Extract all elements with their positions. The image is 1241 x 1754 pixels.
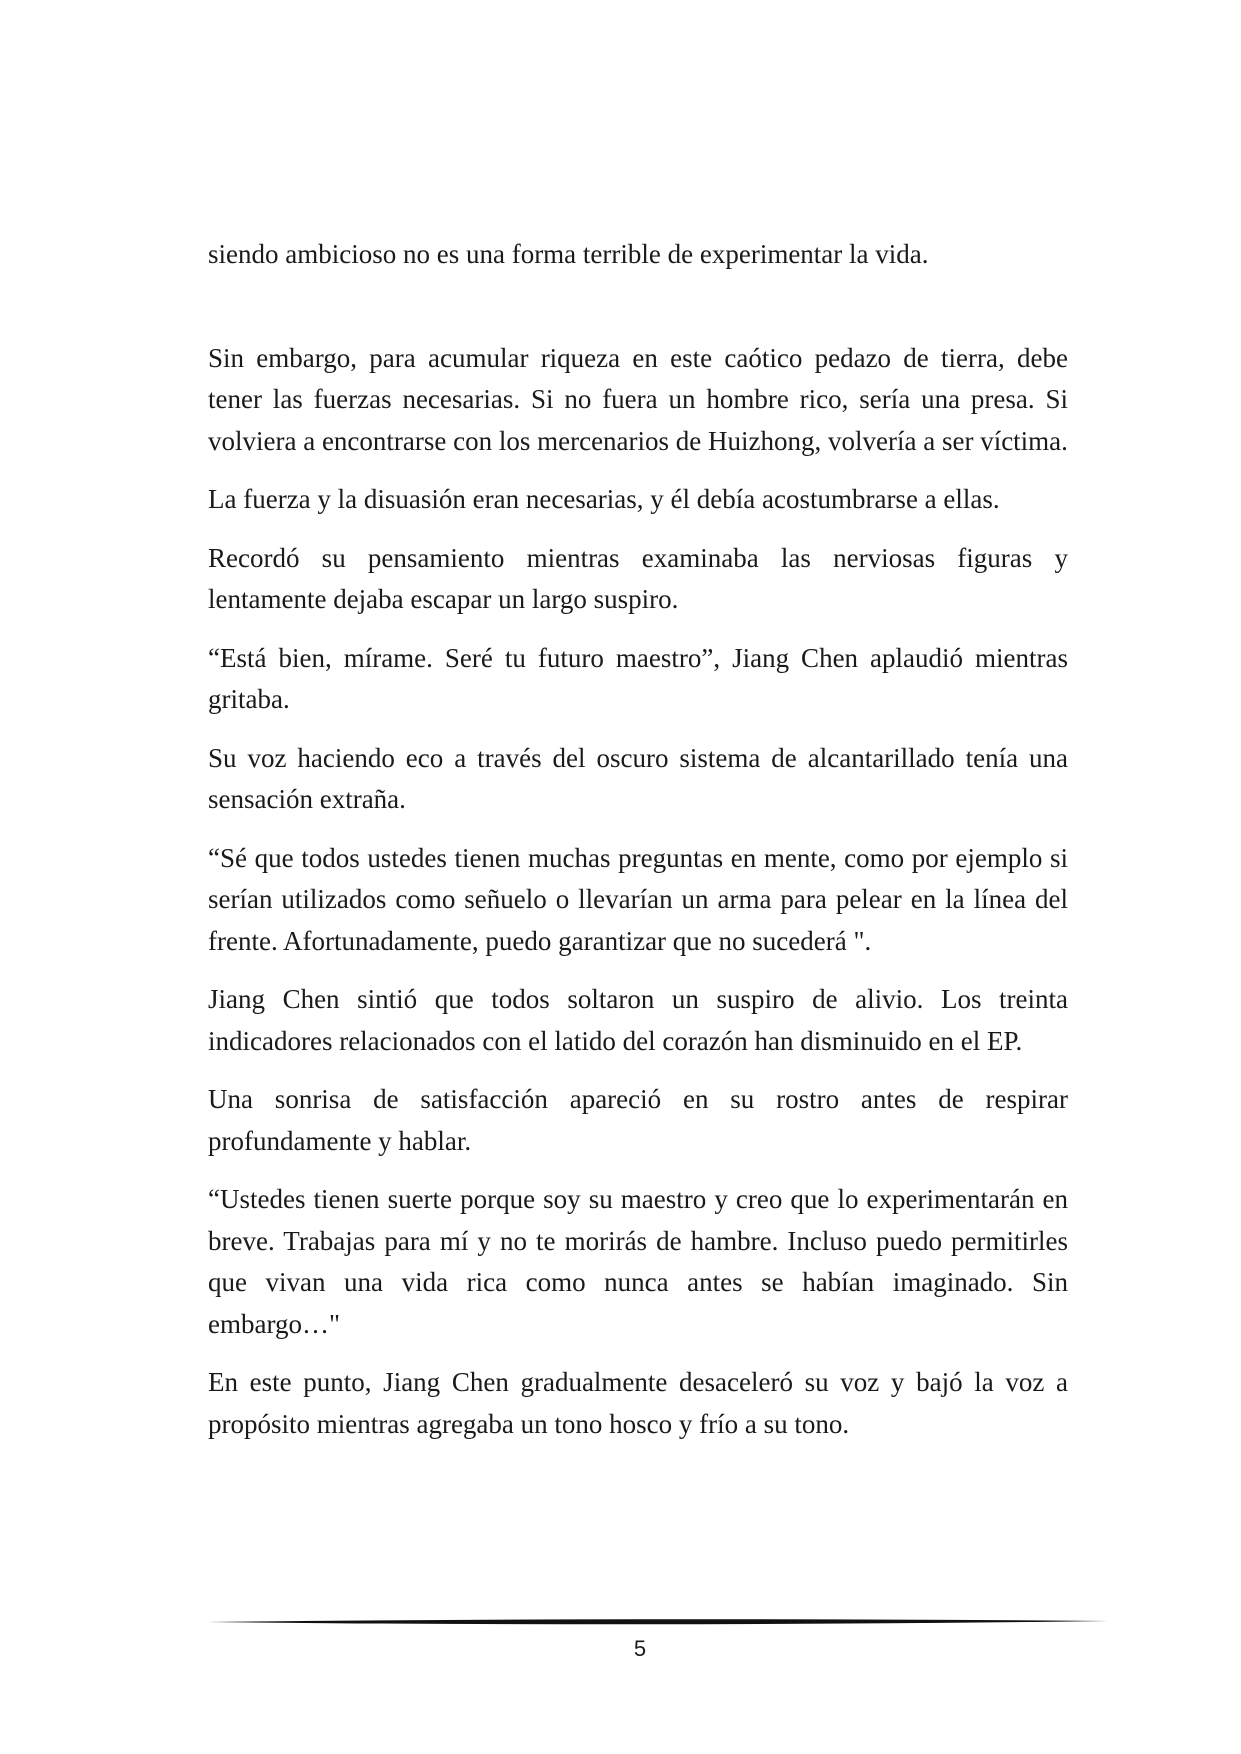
paragraph-5: “Está bien, mírame. Seré tu futuro maestro”, Jiang Chen aplaudió mientras gritaba. bbox=[208, 642, 1068, 714]
paragraph-10: “Ustedes tienen suerte porque soy su maestro y creo que lo experimentarán en breve. Trabajas para mí y no te morirás de hambre. Incluso puedo permitirles que vivan una vida rica como nunca antes se habían imaginado. Sin embargo…" bbox=[208, 1184, 1068, 1339]
paragraph-7: “Sé que todos ustedes tienen muchas preguntas en mente, como por ejemplo si serían utilizados como señuelo o llevarían un arma para pelear en la línea del frente. Afortunadamente, puedo garantizar que no sucederá ". bbox=[208, 842, 1068, 956]
footer-rule bbox=[208, 1616, 1108, 1628]
paragraph-11: En este punto, Jiang Chen gradualmente desaceleró su voz y bajó la voz a propósito mientras agregaba un tono hosco y frío a su tono. bbox=[208, 1367, 1068, 1439]
paragraph-3: La fuerza y la disuasión eran necesarias, y él debía acostumbrarse a ellas. bbox=[208, 484, 1000, 514]
paragraph-8: Jiang Chen sintió que todos soltaron un suspiro de alivio. Los treinta indicadores relacionados con el latido del corazón han disminuido en el EP. bbox=[208, 984, 1068, 1056]
page-number: 5 bbox=[633, 1636, 647, 1661]
paragraph-2: Sin embargo, para acumular riqueza en este caótico pedazo de tierra, debe tener las fuerzas necesarias. Si no fuera un hombre rico, sería una presa. Si volviera a encontrarse con los mercenarios de Huizhong, volvería a ser víctima. bbox=[208, 342, 1068, 456]
paragraph-1: siendo ambicioso no es una forma terrible de experimentar la vida. bbox=[208, 239, 929, 269]
paragraph-6: Su voz haciendo eco a través del oscuro sistema de alcantarillado tenía una sensación extraña. bbox=[208, 742, 1068, 814]
paragraph-9: Una sonrisa de satisfacción apareció en su rostro antes de respirar profundamente y hablar. bbox=[208, 1084, 1068, 1156]
body-text bbox=[208, 234, 1068, 1462]
paragraph-4: Recordó su pensamiento mientras examinaba las nerviosas figuras y lentamente dejaba escapar un largo suspiro. bbox=[208, 542, 1068, 614]
